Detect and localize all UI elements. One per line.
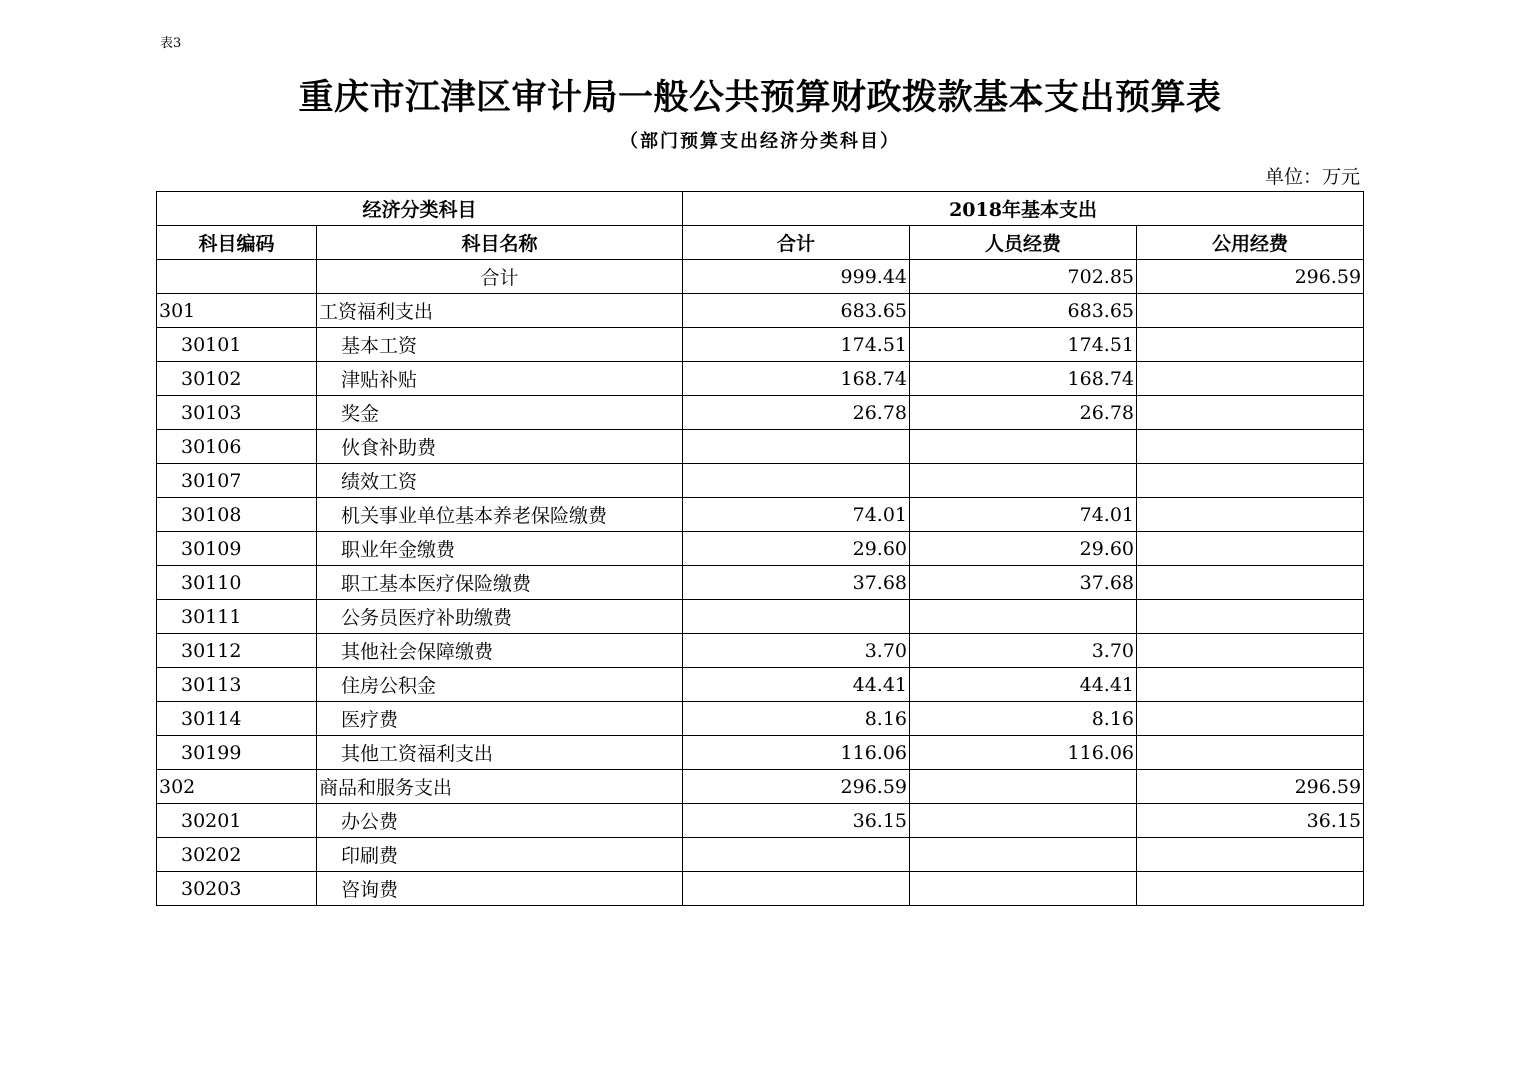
row-public [1137,872,1364,906]
row-public [1137,498,1364,532]
row-code: 30103 [157,396,317,430]
header-column-row [157,226,1364,260]
page-title: 重庆市江津区审计局一般公共预算财政拨款基本支出预算表 [298,78,1222,118]
row-personnel [910,600,1137,634]
row-name: 咨询费 [317,872,683,906]
row-public [1137,634,1364,668]
row-total: 8.16 [683,702,910,736]
row-public [1137,566,1364,600]
row-name: 其他社会保障缴费 [317,634,683,668]
row-total: 44.41 [683,668,910,702]
table-row [157,328,1364,362]
row-personnel [910,872,1137,906]
row-personnel: 44.41 [910,668,1137,702]
unit-label: 单位：万元 [1264,166,1360,188]
row-total [683,600,910,634]
row-total: 74.01 [683,498,910,532]
total-row-total: 999.44 [683,260,910,294]
row-total [683,430,910,464]
page-subtitle: （部门预算支出经济分类科目） [620,131,900,152]
row-personnel: 29.60 [910,532,1137,566]
row-personnel: 8.16 [910,702,1137,736]
row-personnel [910,804,1137,838]
row-code: 30202 [157,838,317,872]
row-name: 医疗费 [317,702,683,736]
row-public [1137,702,1364,736]
total-row [157,260,1364,294]
row-public [1137,328,1364,362]
table-row [157,396,1364,430]
table-row [157,770,1364,804]
row-public [1137,396,1364,430]
row-public: 296.59 [1137,770,1364,804]
row-personnel [910,770,1137,804]
table-row [157,838,1364,872]
row-code: 30111 [157,600,317,634]
row-name: 津贴补贴 [317,362,683,396]
table-row [157,532,1364,566]
row-name: 基本工资 [317,328,683,362]
header-total: 合计 [683,226,910,260]
row-personnel: 174.51 [910,328,1137,362]
row-name: 办公费 [317,804,683,838]
row-total: 296.59 [683,770,910,804]
row-public [1137,668,1364,702]
row-personnel: 37.68 [910,566,1137,600]
row-personnel [910,430,1137,464]
row-personnel: 26.78 [910,396,1137,430]
row-personnel: 116.06 [910,736,1137,770]
table-row [157,872,1364,906]
row-code: 30107 [157,464,317,498]
row-total: 174.51 [683,328,910,362]
row-total: 37.68 [683,566,910,600]
header-name: 科目名称 [317,226,683,260]
row-code: 30101 [157,328,317,362]
total-row-personnel: 702.85 [910,260,1137,294]
row-code: 30112 [157,634,317,668]
total-row-public: 296.59 [1137,260,1364,294]
table-row [157,430,1364,464]
row-code: 30113 [157,668,317,702]
row-name: 其他工资福利支出 [317,736,683,770]
row-personnel [910,464,1137,498]
row-public [1137,532,1364,566]
row-name: 公务员医疗补助缴费 [317,600,683,634]
table-row [157,498,1364,532]
row-public [1137,600,1364,634]
table-row [157,294,1364,328]
row-name: 印刷费 [317,838,683,872]
header-personnel: 人员经费 [910,226,1137,260]
header-group-economic: 经济分类科目 [157,192,683,226]
row-public [1137,294,1364,328]
row-name: 奖金 [317,396,683,430]
row-name: 机关事业单位基本养老保险缴费 [317,498,683,532]
table-row [157,464,1364,498]
budget-table [156,191,1364,906]
row-code: 30201 [157,804,317,838]
row-total: 36.15 [683,804,910,838]
row-public [1137,838,1364,872]
row-personnel [910,838,1137,872]
table-row [157,804,1364,838]
table-body [157,260,1364,906]
table-row [157,362,1364,396]
header-group-basic-expense: 2018年基本支出 [683,192,1364,226]
row-total [683,838,910,872]
total-row-name: 合计 [317,260,683,294]
table-row [157,566,1364,600]
row-code: 30102 [157,362,317,396]
row-code: 30199 [157,736,317,770]
row-total [683,872,910,906]
row-name: 职工基本医疗保险缴费 [317,566,683,600]
total-row-code [157,260,317,294]
row-public [1137,464,1364,498]
row-name: 住房公积金 [317,668,683,702]
row-name: 伙食补助费 [317,430,683,464]
table-number: 表3 [160,36,182,51]
row-name: 商品和服务支出 [317,770,683,804]
row-total: 116.06 [683,736,910,770]
row-code: 30203 [157,872,317,906]
row-public [1137,430,1364,464]
row-name: 职业年金缴费 [317,532,683,566]
row-code: 301 [157,294,317,328]
row-total: 3.70 [683,634,910,668]
row-name: 工资福利支出 [317,294,683,328]
row-public: 36.15 [1137,804,1364,838]
row-personnel: 168.74 [910,362,1137,396]
header-group-row [157,192,1364,226]
row-code: 302 [157,770,317,804]
row-public [1137,362,1364,396]
table-row [157,634,1364,668]
table-row [157,736,1364,770]
row-code: 30114 [157,702,317,736]
row-code: 30106 [157,430,317,464]
row-total: 29.60 [683,532,910,566]
row-name: 绩效工资 [317,464,683,498]
row-total: 168.74 [683,362,910,396]
header-public: 公用经费 [1137,226,1364,260]
row-personnel: 74.01 [910,498,1137,532]
row-code: 30108 [157,498,317,532]
row-public [1137,736,1364,770]
header-code: 科目编码 [157,226,317,260]
row-personnel: 3.70 [910,634,1137,668]
row-code: 30110 [157,566,317,600]
table-row [157,702,1364,736]
row-code: 30109 [157,532,317,566]
row-total: 26.78 [683,396,910,430]
row-total [683,464,910,498]
table-row [157,668,1364,702]
row-personnel: 683.65 [910,294,1137,328]
table-row [157,600,1364,634]
row-total: 683.65 [683,294,910,328]
